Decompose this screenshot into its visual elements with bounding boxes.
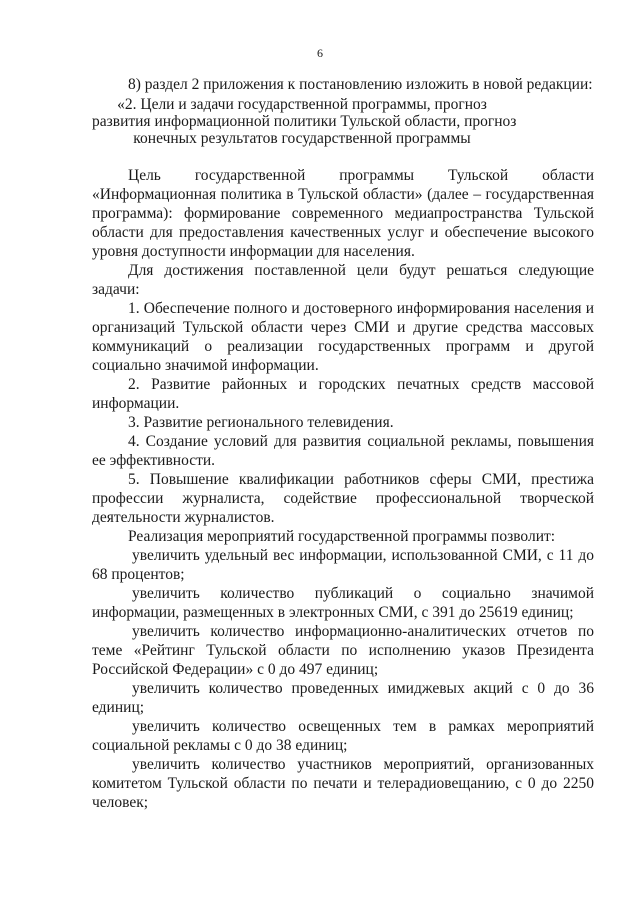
section-heading-line: конечных результатов государственной программы [133, 130, 471, 147]
task-item: 3. Развитие регионального телевидения. [128, 414, 394, 431]
section-heading-line: «2. Цели и задачи государственной программы, прогноз [117, 96, 487, 113]
goal-paragraph: Цель государственной программы Тульской области «Информационная политика в Тульской области» (далее – государственная программа): формирование современного медиапространства Тульской области для предоставления качественных услуг и обеспечение высокого уровня доступности информации для населения. [92, 167, 594, 260]
result-item: увеличить удельный вес информации, использованной СМИ, с 11 до 68 процентов; [92, 547, 594, 583]
task-item: 4. Создание условий для развития социальной рекламы, повышения ее эффективности. [92, 433, 594, 469]
task-item: 1. Обеспечение полного и достоверного информирования населения и организаций Тульской области через СМИ и другие средства массовых коммуникаций о реализации государственных программ и другой социально значимой информации. [92, 300, 594, 374]
result-item: увеличить количество участников мероприятий, организованных комитетом Тульской области по печати и телерадиовещанию, с 0 до 2250 человек; [92, 756, 594, 811]
result-item: увеличить количество информационно-аналитических отчетов по теме «Рейтинг Тульской области по исполнению указов Президента Российской Федерации» с 0 до 497 единиц; [92, 623, 594, 678]
result-item: увеличить количество публикаций о социально значимой информации, размещенных в электронных СМИ, с 391 до 25619 единиц; [92, 585, 594, 621]
section-heading [92, 96, 517, 147]
tasks-intro-paragraph: Для достижения поставленной цели будут решаться следующие задачи: [92, 262, 594, 298]
result-item: увеличить количество освещенных тем в рамках мероприятий социальной рекламы с 0 до 38 единиц; [92, 718, 594, 754]
page-number: 6 [317, 46, 323, 60]
section-heading-line: развития информационной политики Тульской области, прогноз [92, 113, 517, 130]
results-intro-paragraph: Реализация мероприятий государственной программы позволит: [128, 528, 556, 545]
task-item: 5. Повышение квалификации работников сферы СМИ, престижа профессии журналиста, содействие профессиональной творческой деятельности журналистов. [92, 471, 594, 526]
amendment-intro: 8) раздел 2 приложения к постановлению изложить в новой редакции: [128, 76, 593, 93]
task-item: 2. Развитие районных и городских печатных средств массовой информации. [92, 376, 594, 412]
body-text [92, 166, 594, 812]
result-item: увеличить количество проведенных имиджевых акций с 0 до 36 единиц; [92, 680, 594, 716]
